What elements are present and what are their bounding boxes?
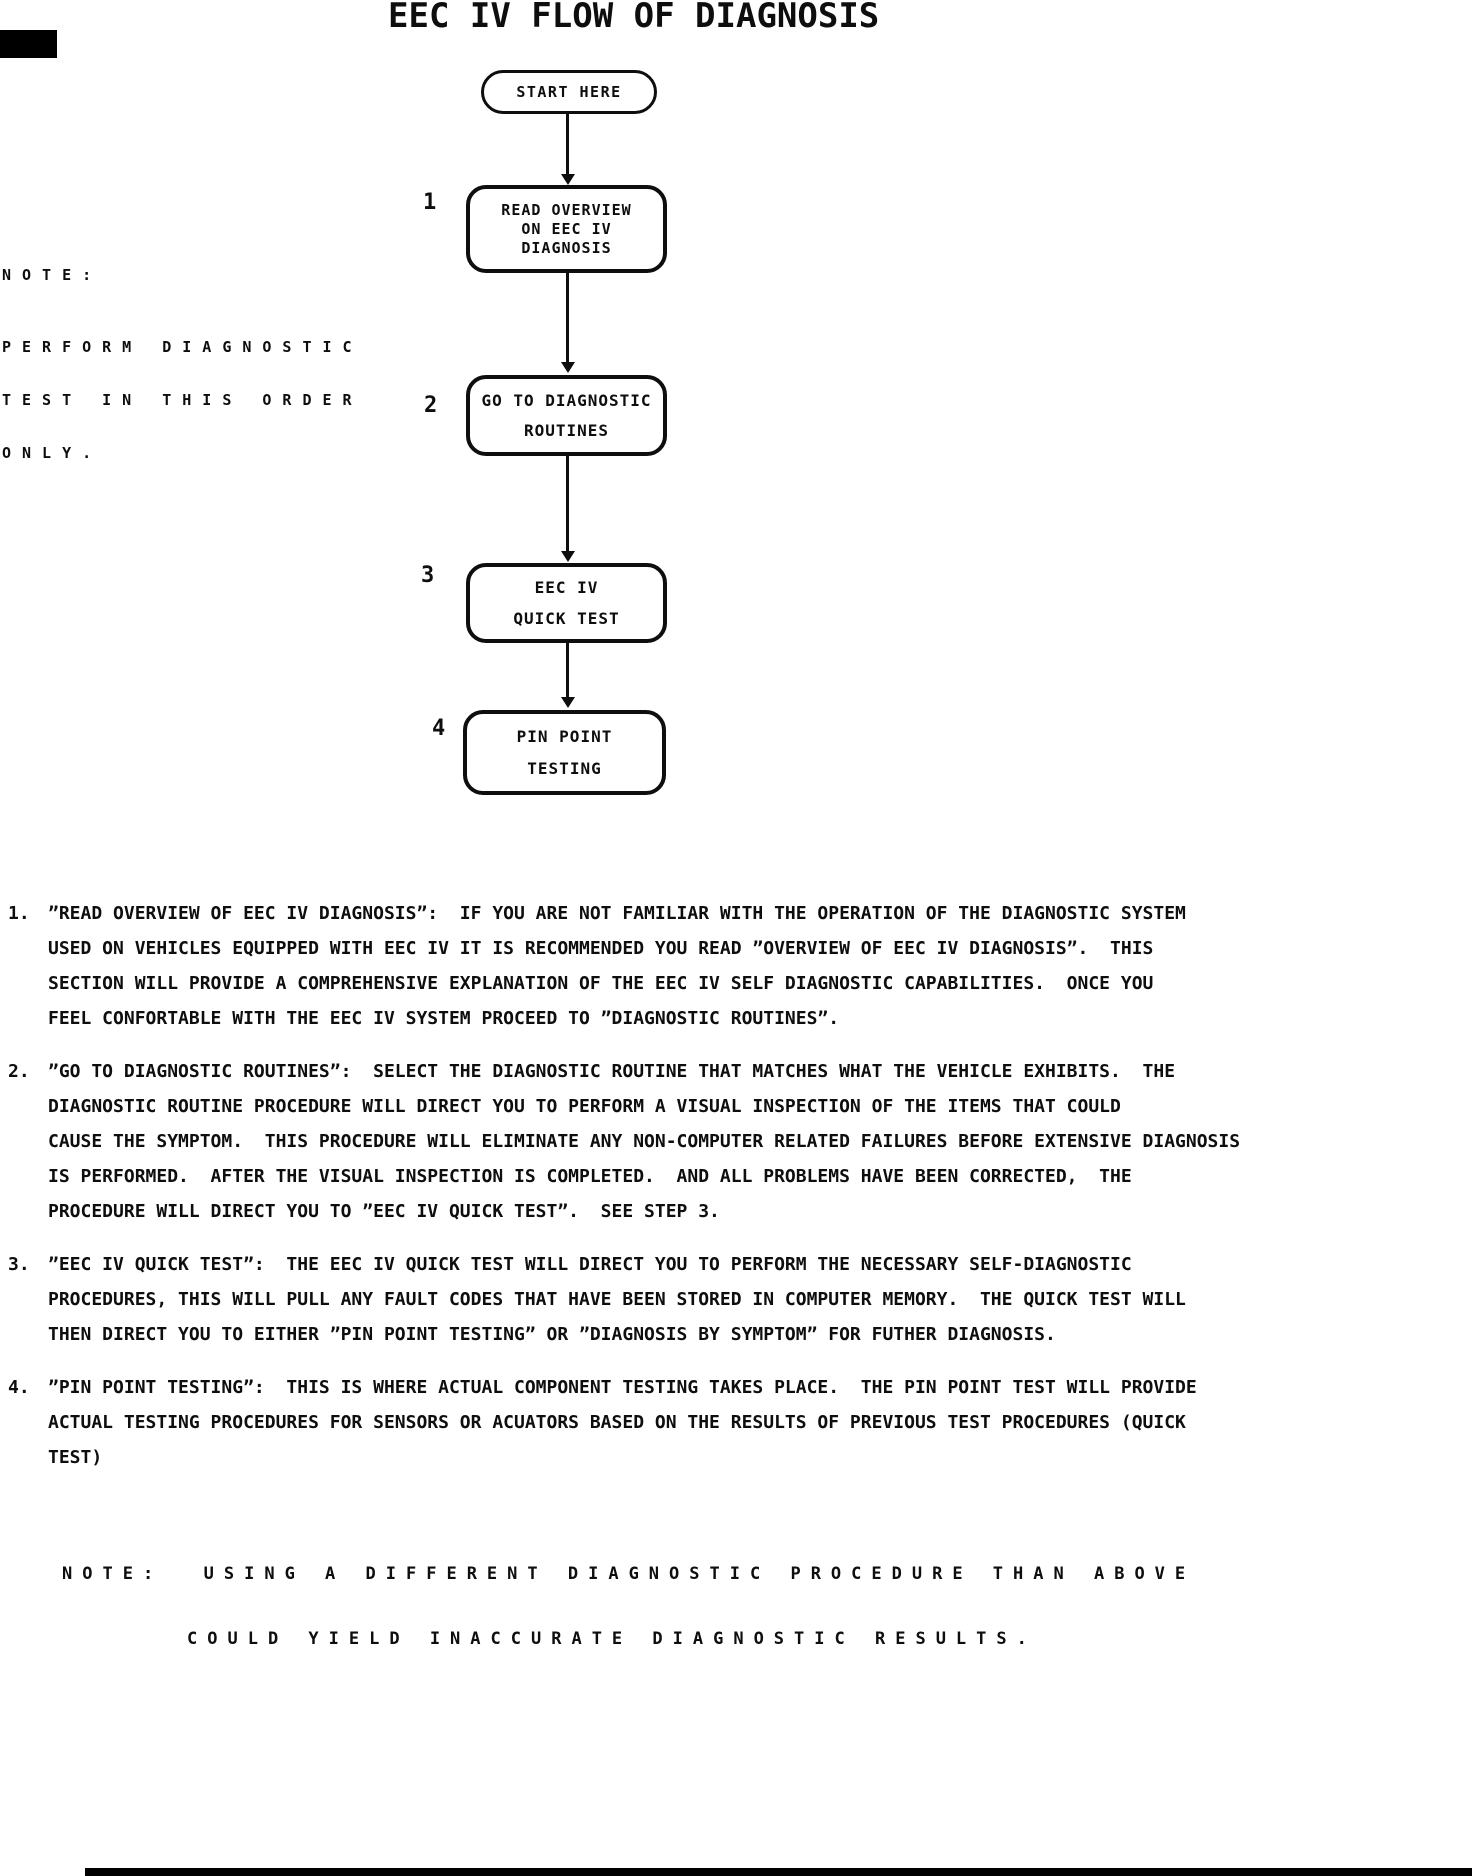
paragraph-line: CAUSE THE SYMPTOM. THIS PROCEDURE WILL ELIMINATE ANY NON-COMPUTER RELATED FAILURES BEFORE EXTENSIVE DIAGNOSIS xyxy=(48,1131,1241,1152)
flow-arrow-2 xyxy=(566,273,569,362)
footer-note-line: NOTE: USING A DIFFERENT DIAGNOSTIC PROCEDURE THAN ABOVE xyxy=(62,1564,1196,1584)
body-text xyxy=(8,896,1240,1493)
flow-node-line: DIAGNOSIS xyxy=(521,238,612,257)
flow-node-pin-point-testing xyxy=(463,710,666,795)
paragraph-lines xyxy=(48,1370,1197,1475)
side-note-line: ONLY. xyxy=(2,444,103,462)
flow-node-read-overview xyxy=(466,185,667,273)
flow-node-line: PIN POINT xyxy=(516,727,613,746)
scan-artifact-bottom xyxy=(85,1868,1472,1876)
paragraph-lines xyxy=(48,896,1186,1036)
paragraph-line: PROCEDURE WILL DIRECT YOU TO ”EEC IV QUICK TEST”. SEE STEP 3. xyxy=(48,1201,720,1222)
paragraph-4 xyxy=(8,1370,1240,1475)
flow-node-line: READ OVERVIEW xyxy=(501,200,632,219)
paragraph-1 xyxy=(8,896,1240,1036)
paragraph-line: USED ON VEHICLES EQUIPPED WITH EEC IV IT IS RECOMMENDED YOU READ ”OVERVIEW OF EEC IV DIAGNOSIS”. THIS xyxy=(48,938,1154,959)
paragraph-line: FEEL CONFORTABLE WITH THE EEC IV SYSTEM PROCEED TO ”DIAGNOSTIC ROUTINES”. xyxy=(48,1008,840,1029)
footer-note xyxy=(62,1522,1195,1692)
flow-arrow-4 xyxy=(566,643,569,697)
paragraph-line: ”GO TO DIAGNOSTIC ROUTINES”: SELECT THE DIAGNOSTIC ROUTINE THAT MATCHES WHAT THE VEHICLE EXHIBITS. THE xyxy=(48,1061,1176,1082)
paragraph-3 xyxy=(8,1247,1240,1352)
paragraph-2 xyxy=(8,1054,1240,1229)
flow-node-diagnostic-routines xyxy=(466,375,667,456)
paragraph-line: THEN DIRECT YOU TO EITHER ”PIN POINT TESTING” OR ”DIAGNOSIS BY SYMPTOM” FOR FUTHER DIAGNOSIS. xyxy=(48,1324,1056,1345)
page-title: EEC IV FLOW OF DIAGNOSIS xyxy=(388,0,880,36)
side-note-line: TEST IN THIS ORDER xyxy=(2,391,363,409)
side-note-line: PERFORM DIAGNOSTIC xyxy=(2,338,363,356)
step-number-1: 1 xyxy=(423,190,437,215)
flow-node-line: EEC IV xyxy=(534,578,599,598)
step-number-2: 2 xyxy=(424,393,438,418)
paragraph-number: 2. xyxy=(8,1061,30,1082)
paragraph-line: ”PIN POINT TESTING”: THIS IS WHERE ACTUAL COMPONENT TESTING TAKES PLACE. THE PIN POINT TEST WILL PROVIDE xyxy=(48,1377,1197,1398)
scan-artifact-top xyxy=(0,30,57,58)
paragraph-line: ACTUAL TESTING PROCEDURES FOR SENSORS OR ACUATORS BASED ON THE RESULTS OF PREVIOUS TEST PROCEDURES (QUICK xyxy=(48,1412,1186,1433)
paragraph-line: ”READ OVERVIEW OF EEC IV DIAGNOSIS”: IF YOU ARE NOT FAMILIAR WITH THE OPERATION OF THE DIAGNOSTIC SYSTEM xyxy=(48,903,1186,924)
paragraph-line: PROCEDURES, THIS WILL PULL ANY FAULT CODES THAT HAVE BEEN STORED IN COMPUTER MEMORY. THE QUICK TEST WILL xyxy=(48,1289,1186,1310)
paragraph-number: 4. xyxy=(8,1377,30,1398)
paragraph-number: 3. xyxy=(8,1254,30,1275)
flow-node-line: TESTING xyxy=(527,759,602,778)
flow-node-line: QUICK TEST xyxy=(513,608,620,628)
paragraph-number: 1. xyxy=(8,903,30,924)
paragraph-lines xyxy=(48,1247,1186,1352)
flow-node-line: ROUTINES xyxy=(523,421,610,441)
paragraph-lines xyxy=(48,1054,1240,1229)
side-note xyxy=(2,230,363,498)
paragraph-line: IS PERFORMED. AFTER THE VISUAL INSPECTION IS COMPLETED. AND ALL PROBLEMS HAVE BEEN CORRECTED, THE xyxy=(48,1166,1132,1187)
step-number-4: 4 xyxy=(432,716,446,741)
flow-node-line: ON EEC IV xyxy=(521,219,612,238)
step-number-3: 3 xyxy=(421,563,435,588)
paragraph-line: SECTION WILL PROVIDE A COMPREHENSIVE EXPLANATION OF THE EEC IV SELF DIAGNOSTIC CAPABILITIES. ONCE YOU xyxy=(48,973,1154,994)
footer-note-line: COULD YIELD INACCURATE DIAGNOSTIC RESULTS. xyxy=(187,1629,1037,1649)
paragraph-line: TEST) xyxy=(48,1447,103,1468)
flow-node-quick-test xyxy=(466,563,667,643)
paragraph-line: DIAGNOSTIC ROUTINE PROCEDURE WILL DIRECT YOU TO PERFORM A VISUAL INSPECTION OF THE ITEMS THAT COULD xyxy=(48,1096,1121,1117)
paragraph-line: ”EEC IV QUICK TEST”: THE EEC IV QUICK TEST WILL DIRECT YOU TO PERFORM THE NECESSARY SELF-DIAGNOSTIC xyxy=(48,1254,1132,1275)
flow-arrow-1 xyxy=(566,113,569,174)
flow-node-start xyxy=(481,70,657,114)
flow-arrow-3 xyxy=(566,456,569,551)
flow-node-line: GO TO DIAGNOSTIC xyxy=(481,390,652,410)
flow-node-start-label: START HERE xyxy=(516,83,622,101)
side-note-label: NOTE: xyxy=(2,266,103,284)
